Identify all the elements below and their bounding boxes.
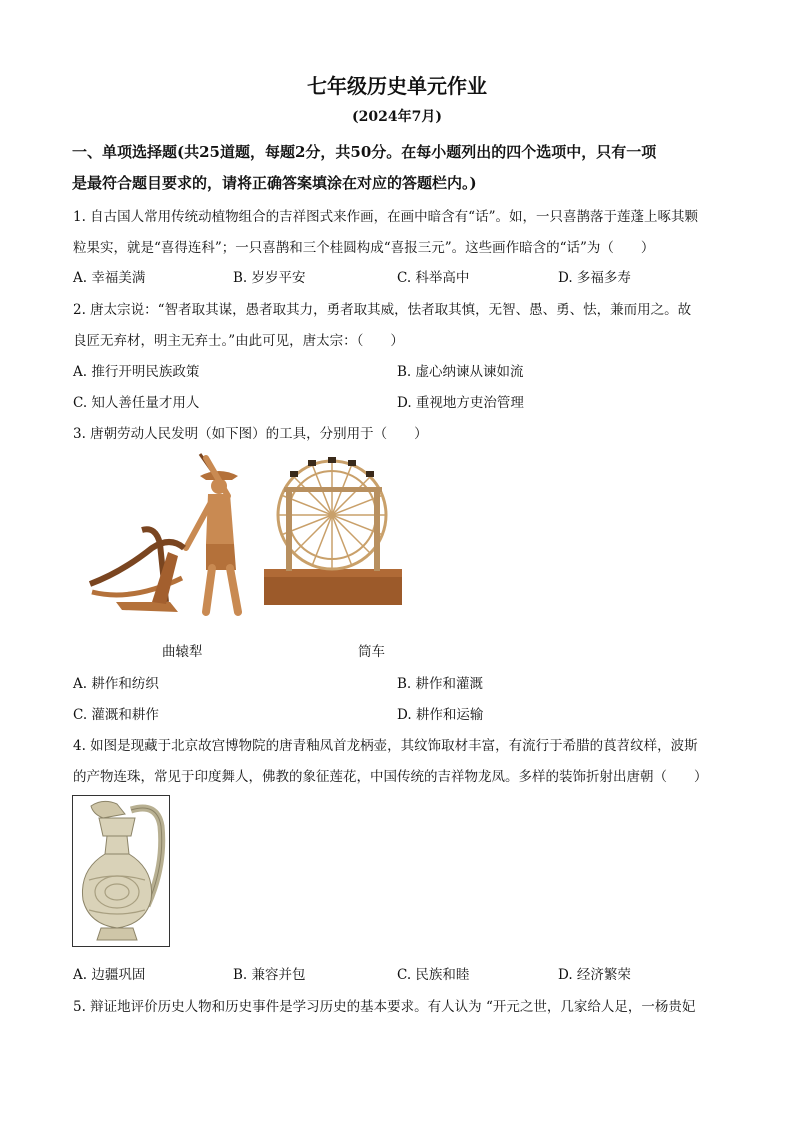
q2-option-c[interactable]: C. 知人善任量才用人 [73,395,200,411]
q1-option-d[interactable]: D. 多福多寿 [558,270,631,286]
q4-stem-line-2: 的产物连珠，常见于印度舞人，佛教的象征莲花，中国传统的吉祥物龙凤。多样的装饰折射出唐朝（ ） [73,769,708,785]
curved-shaft-plow-image [82,452,242,620]
q5-stem-line-1: 5. 辩证地评价历史人物和历史事件是学习历史的基本要求。有人认为 “开元之世，几家给人足，一杨贵妃 [73,999,696,1015]
section-heading-line-2: 是最符合题目要求的，请将正确答案填涂在对应的答题栏内。) [72,174,477,192]
q1-stem-line-1: 1. 自古国人常用传统动植物组合的吉祥图式来作画，在画中暗含有“话”。如，一只喜鹊落于莲蓬上啄其颗 [73,209,698,225]
q4-stem-line-1: 4. 如图是现藏于北京故宫博物院的唐青釉凤首龙柄壶，其纹饰取材丰富，有流行于希腊的莨苕纹样，波斯 [73,738,698,754]
q1-option-c[interactable]: C. 科举高中 [397,270,470,286]
celadon-ewer-image [72,795,170,947]
q4-option-d[interactable]: D. 经济繁荣 [558,967,631,983]
q1-option-a[interactable]: A. 幸福美满 [73,270,146,286]
page-date: (2024年7月) [352,109,442,125]
q2-stem-line-1: 2. 唐太宗说：“智者取其谋，愚者取其力，勇者取其威，怯者取其慎，无智、愚、勇、怯，兼而用之。故 [73,302,692,318]
water-wheel-image [264,457,402,607]
q2-stem-line-2: 良匠无弃材，明主无弃士。”由此可见，唐太宗：（ ） [73,333,404,349]
section-heading-line-1: 一、单项选择题(共25道题，每题2分，共50分。在每小题列出的四个选项中，只有一项 [72,143,657,161]
q3-option-d[interactable]: D. 耕作和运输 [397,707,484,723]
q3-option-a[interactable]: A. 耕作和纺织 [73,676,159,692]
q2-option-b[interactable]: B. 虚心纳谏从谏如流 [397,364,524,380]
q3-stem-line-1: 3. 唐朝劳动人民发明（如下图）的工具，分别用于（ ） [73,426,428,442]
q2-option-d[interactable]: D. 重视地方吏治管理 [397,395,524,411]
q4-option-a[interactable]: A. 边疆巩固 [73,967,146,983]
q3-option-b[interactable]: B. 耕作和灌溉 [397,676,484,692]
q3-caption-water-wheel: 筒车 [358,644,385,660]
q3-caption-plow: 曲辕犁 [162,644,203,660]
q1-stem-line-2: 粒果实，就是“喜得连科”；一只喜鹊和三个桂圆构成“喜报三元”。这些画作暗含的“话”为（ ） [73,240,655,256]
q3-option-c[interactable]: C. 灌溉和耕作 [73,707,159,723]
q4-option-c[interactable]: C. 民族和睦 [397,967,470,983]
page-title: 七年级历史单元作业 [307,74,487,98]
q1-option-b[interactable]: B. 岁岁平安 [233,270,306,286]
q4-option-b[interactable]: B. 兼容并包 [233,967,306,983]
q2-option-a[interactable]: A. 推行开明民族政策 [73,364,200,380]
